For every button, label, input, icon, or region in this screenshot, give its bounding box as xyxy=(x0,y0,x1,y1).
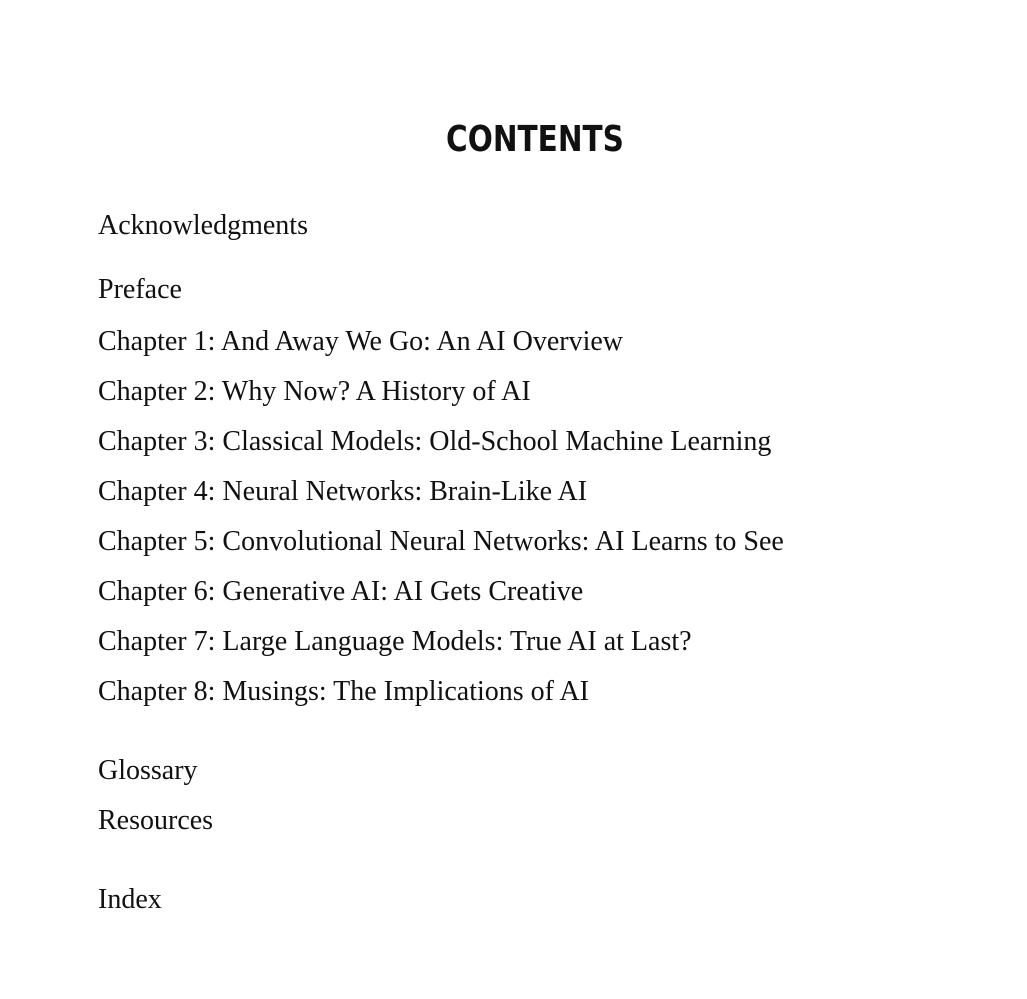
toc-item-chapter-5: Chapter 5: Convolutional Neural Networks: AI Learns to See xyxy=(98,526,784,557)
toc-item-chapter-1: Chapter 1: And Away We Go: An AI Overview xyxy=(98,326,624,357)
page-title: CONTENTS xyxy=(446,119,624,160)
toc-item-acknowledgments: Acknowledgments xyxy=(98,210,308,241)
toc-item-index: Index xyxy=(98,884,162,915)
toc-item-glossary: Glossary xyxy=(98,755,198,786)
toc-item-chapter-2: Chapter 2: Why Now? A History of AI xyxy=(98,376,531,407)
toc-item-chapter-8: Chapter 8: Musings: The Implications of AI xyxy=(98,676,589,707)
toc-item-resources: Resources xyxy=(98,805,214,836)
toc-item-chapter-7: Chapter 7: Large Language Models: True AI at Last? xyxy=(98,626,692,657)
toc-item-preface: Preface xyxy=(98,274,182,305)
toc-item-chapter-4: Chapter 4: Neural Networks: Brain-Like AI xyxy=(98,476,588,507)
toc-item-chapter-3: Chapter 3: Classical Models: Old-School Machine Learning xyxy=(98,426,772,457)
toc-item-chapter-6: Chapter 6: Generative AI: AI Gets Creative xyxy=(98,576,584,607)
